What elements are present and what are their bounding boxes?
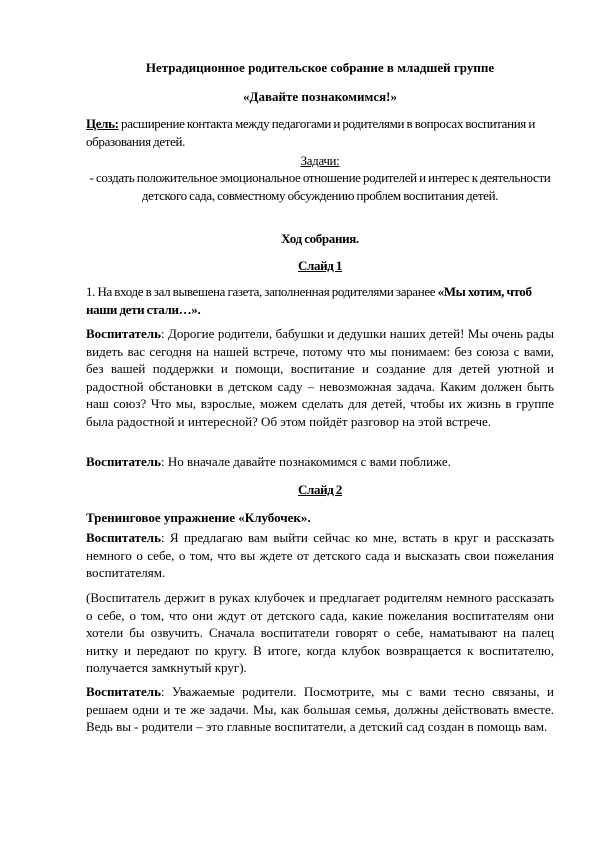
tasks-text: - создать положительное эмоциональное отношение родителей и интерес к деятельности детского сада, совместному обсуждению проблем воспитания детей. <box>89 170 551 203</box>
goal-paragraph <box>86 115 554 150</box>
paragraph-3-text: : Я предлагаю вам выйти сейчас ко мне, встать в круг и рассказать немного о себе, о том, что вы ждете от детского сада и высказать свои пожелания воспитателям. <box>86 530 554 580</box>
document-subtitle: «Давайте познакомимся!» <box>243 89 397 104</box>
speaker-label: Воспитатель <box>86 530 161 545</box>
item1-quote: «Мы хотим, чтоб наши дети стали…». <box>86 284 532 317</box>
paragraph-4: (Воспитатель держит в руках клубочек и предлагает родителям немного рассказать о себе, о том, что они ждут от детского сада, какие пожелания воспитателям они хотели бы озвучить. Сначала воспитатели говорят о себе, наматывают на палец нитку и передают по кругу. В итоге, когда клубок возвращается к воспитателю, получается замкнутый круг). <box>86 590 554 675</box>
tasks-heading: Задачи: <box>300 153 340 168</box>
paragraph-5-text: : Уважаемые родители. Посмотрите, мы с вами тесно связаны, и решаем одни и те же задачи. Мы, как большая семья, должны действовать вместе. Ведь вы - родители – это главные воспитатели, а детский сад создан в помощь вам. <box>86 684 554 734</box>
paragraph-5 <box>86 683 554 736</box>
document-title: Нетрадиционное родительское собрание в младшей группе <box>145 60 495 75</box>
goal-text: расширение контакта между педагогами и родителями в вопросах воспитания и образования детей. <box>86 116 535 149</box>
paragraph-1-text: : Дорогие родители, бабушки и дедушки наших детей! Мы очень рады видеть вас сегодня на нашей встрече, потому что мы понимаем: без союза с вами, без вашей поддержки и помощи, воспитание и создание для детей уютной и радостной обстановки в детском саду – невозможная задача. Каким должен быть наш союз? Что мы, взрослые, можем сделать для детей, чтобы их жизнь в группе была радостной и интересной? Об этом пойдёт разговор на этой встрече. <box>86 326 554 429</box>
slide2-heading: Слайд 2 <box>297 482 343 497</box>
progress-heading: Ход собрания. <box>281 231 359 246</box>
speaker-label: Воспитатель <box>86 326 161 341</box>
exercise-title: Тренинговое упражнение «Клубочек». <box>86 510 311 525</box>
goal-label: Цель: <box>86 116 119 131</box>
speaker-label: Воспитатель <box>86 684 161 699</box>
paragraph-3 <box>86 529 554 582</box>
speaker-label: Воспитатель <box>86 454 161 469</box>
item1-paragraph <box>86 283 554 318</box>
item1-text: 1. На входе в зал вывешена газета, заполненная родителями заранее <box>86 284 438 299</box>
slide1-heading: Слайд 1 <box>297 258 343 273</box>
paragraph-2 <box>86 453 554 471</box>
paragraph-2-text: : Но вначале давайте познакомимся с вами поближе. <box>160 454 451 469</box>
paragraph-1 <box>86 325 554 430</box>
